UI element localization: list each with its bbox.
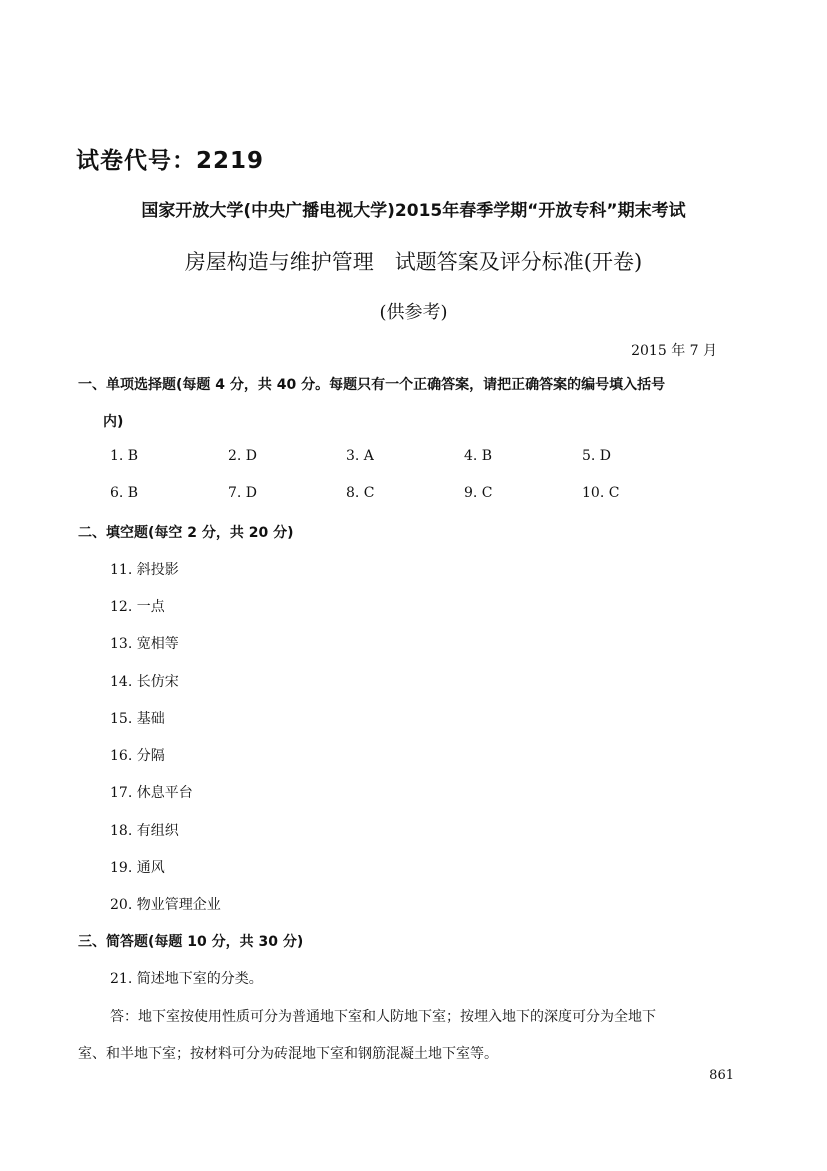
document-title: 房屋构造与维护管理 试题答案及评分标准(开卷) <box>184 250 643 274</box>
answer-2: 2. D <box>228 448 258 464</box>
answer-6: 6. B <box>110 485 139 501</box>
answer-21-line1: 答：地下室按使用性质可分为普通地下室和人防地下室；按埋入地下的深度可分为全地下 <box>110 1009 656 1025</box>
fill-answer-11: 11. 斜投影 <box>110 562 179 578</box>
answer-3: 3. A <box>346 448 374 464</box>
fill-answer-17: 17. 休息平台 <box>110 785 193 801</box>
fill-answer-20: 20. 物业管理企业 <box>110 897 221 913</box>
page-number: 861 <box>709 1068 734 1083</box>
fill-answer-16: 16. 分隔 <box>110 748 165 764</box>
answer-5: 5. D <box>582 448 612 464</box>
paper-code: 试卷代号：2219 <box>76 148 265 174</box>
fill-answer-18: 18. 有组织 <box>110 823 179 839</box>
section1-heading-wrap: 内) <box>103 414 124 430</box>
answer-8: 8. C <box>346 485 375 501</box>
fill-answer-14: 14. 长仿宋 <box>110 674 179 690</box>
answer-9: 9. C <box>464 485 493 501</box>
fill-answer-12: 12. 一点 <box>110 599 165 615</box>
section1-heading: 一、单项选择题(每题 4 分，共 40 分。每题只有一个正确答案，请把正确答案的编号填入括号 <box>78 377 666 393</box>
fill-answer-19: 19. 通风 <box>110 860 165 876</box>
exam-date: 2015 年 7 月 <box>631 343 717 359</box>
answer-7: 7. D <box>228 485 258 501</box>
answer-4: 4. B <box>464 448 493 464</box>
exam-header: 国家开放大学(中央广播电视大学)2015年春季学期“开放专科”期末考试 <box>141 201 686 221</box>
answer-1: 1. B <box>110 448 139 464</box>
document-subtitle: (供参考) <box>379 302 448 323</box>
section2-heading: 二、填空题(每空 2 分，共 20 分) <box>78 525 294 541</box>
fill-answer-13: 13. 宽相等 <box>110 636 179 652</box>
question-21: 21. 简述地下室的分类。 <box>110 971 263 987</box>
answer-21-line2: 室、和半地下室；按材料可分为砖混地下室和钢筋混凝土地下室等。 <box>78 1046 498 1062</box>
section3-heading: 三、简答题(每题 10 分，共 30 分) <box>78 934 304 950</box>
answer-10: 10. C <box>582 485 620 501</box>
fill-answer-15: 15. 基础 <box>110 711 165 727</box>
